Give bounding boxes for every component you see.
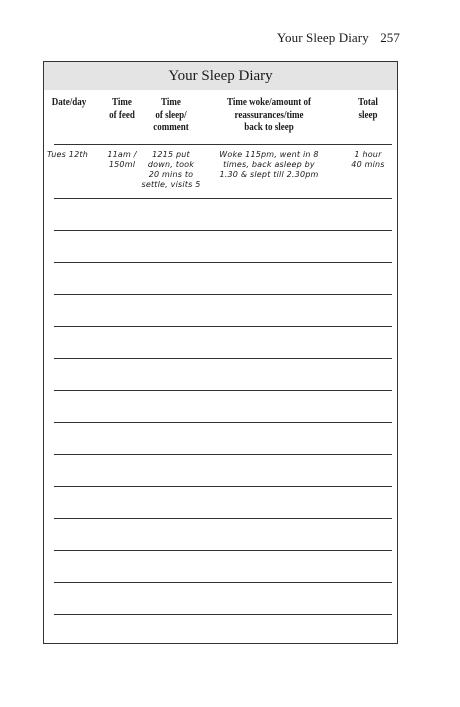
ruled-line [54, 294, 392, 295]
entry-feed [102, 150, 142, 170]
header-line: Time woke/amount of [226, 96, 312, 108]
column-header-feed [103, 96, 141, 121]
page-number: 257 [380, 30, 400, 45]
ruled-line [54, 390, 392, 391]
ruled-line [54, 582, 392, 583]
ruled-line [54, 230, 392, 231]
ruled-line [54, 198, 392, 199]
header-line: Date/day [51, 96, 87, 108]
entry-line: Woke 115pm, went in 8 [219, 150, 319, 159]
entry-line: times, back asleep by [223, 160, 315, 169]
entry-line: 1.30 & slept till 2.30pm [219, 170, 319, 179]
ruled-line [54, 486, 392, 487]
entry-line: 40 mins [351, 160, 385, 169]
entry-line: 1215 put [152, 150, 190, 159]
entry-line: down, took [147, 160, 195, 169]
ruled-line [54, 422, 392, 423]
header-line: comment [153, 121, 189, 133]
entry-sleep [138, 150, 204, 190]
header-line: of feed [109, 108, 135, 121]
ruled-line [54, 454, 392, 455]
header-line: Time [161, 96, 181, 108]
ruled-line [54, 518, 392, 519]
diary-title: Your Sleep Diary [44, 62, 397, 90]
entry-line: settle, visits 5 [141, 180, 201, 189]
ruled-line [54, 262, 392, 263]
column-header-date [51, 96, 87, 109]
header-line: of sleep/ [155, 108, 187, 121]
running-head-title: Your Sleep Diary [276, 30, 369, 45]
column-header-woke [220, 96, 318, 134]
ruled-line [54, 550, 392, 551]
header-line: Total [358, 96, 378, 108]
entry-line: 20 mins to [148, 170, 194, 179]
running-head [277, 30, 400, 46]
column-header-total [351, 96, 385, 121]
column-header-sleep [147, 96, 195, 134]
ruled-line [54, 614, 392, 615]
ruled-line [54, 358, 392, 359]
header-rule [54, 144, 392, 145]
header-line: reassurances/time [234, 108, 304, 121]
header-line: Time [112, 96, 132, 108]
header-line: sleep [358, 108, 378, 121]
entry-line: 11am / [107, 150, 137, 159]
entry-date [47, 150, 93, 160]
entry-line: 1 hour [354, 150, 382, 159]
entry-line: 150ml [108, 160, 136, 169]
sleep-diary-table [43, 61, 398, 644]
entry-total [342, 150, 394, 170]
header-line: back to sleep [244, 121, 294, 133]
entry-line: Tues 12th [47, 150, 88, 159]
entry-woke [204, 150, 334, 180]
ruled-line [54, 326, 392, 327]
